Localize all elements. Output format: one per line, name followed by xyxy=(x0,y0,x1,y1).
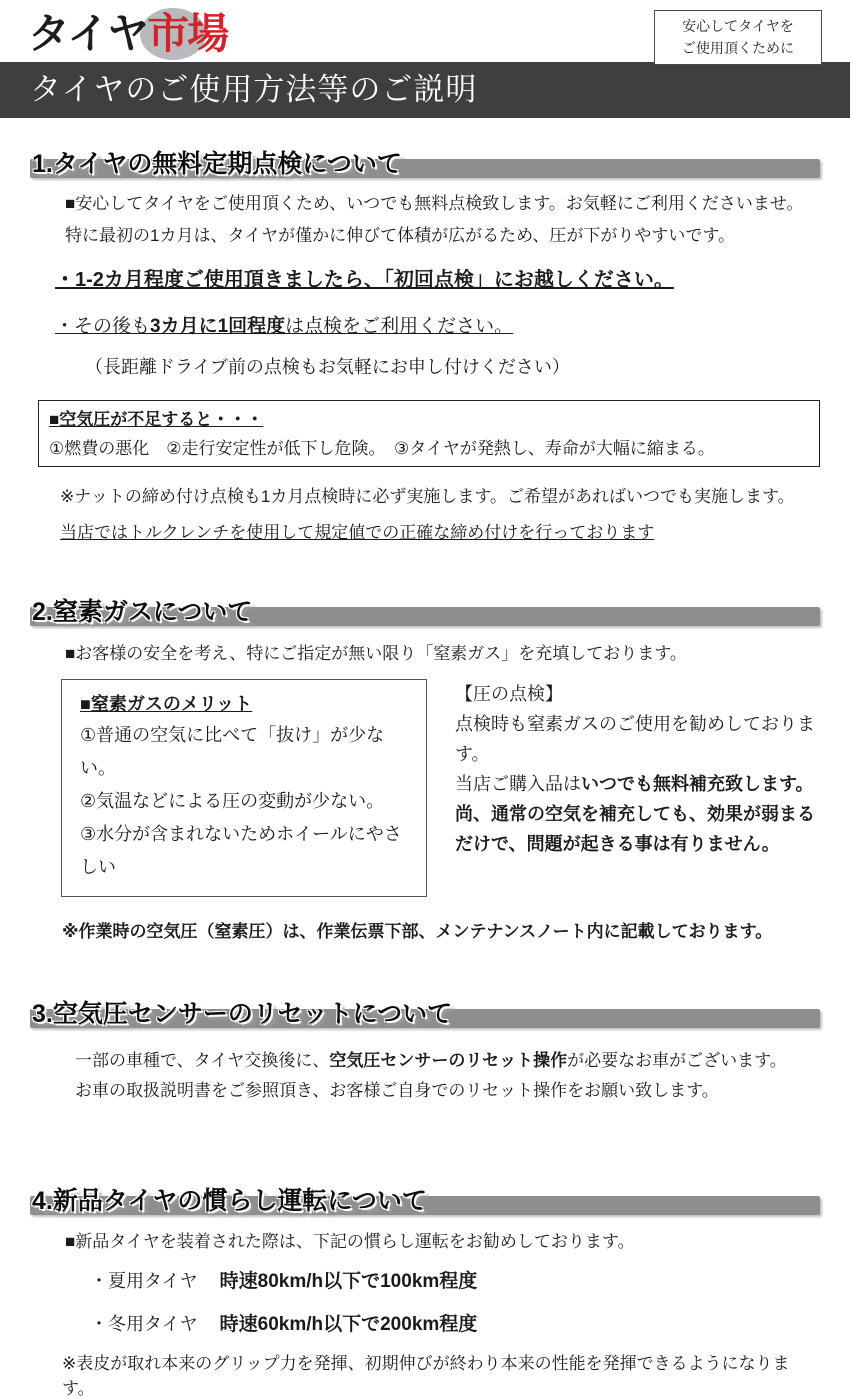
winter-tire-line xyxy=(90,1309,820,1336)
pressure-check-title: 【圧の点検】 xyxy=(455,684,563,704)
content xyxy=(0,142,850,1399)
tire-market-logo xyxy=(28,8,227,60)
pressure-check-line2 xyxy=(455,769,820,799)
section4-heading-text: 4.新品タイヤの慣らし運転について xyxy=(32,1187,427,1215)
p1-post: が必要なお車がございます。 xyxy=(567,1051,787,1070)
section3-paragraph1 xyxy=(75,1046,820,1076)
section2-columns xyxy=(61,679,820,897)
section4-paragraph1: ■新品タイヤを装着された際は、下記の慣らし運転をお勧めしております。 xyxy=(65,1232,635,1251)
low-pressure-warning-box xyxy=(38,400,820,467)
warning-box-items: ①燃費の悪化 ②走行安定性が低下し危険。 ③タイヤが発熱し、寿命が大幅に縮まる。 xyxy=(49,439,715,458)
bullet2-bold: 3カ月に1回程度 xyxy=(150,316,286,337)
section1-heading-text: 1.タイヤの無料定期点検について xyxy=(32,150,402,178)
section1-paragraph1: ■安心してタイヤをご使用頂くため、いつでも無料点検致します。お気軽にご利用くださいませ。 xyxy=(65,194,804,213)
section3-heading-text: 3.空気圧センサーのリセットについて xyxy=(32,1000,453,1028)
section4-heading xyxy=(30,1179,820,1217)
corner-note-line1: 安心してタイヤを xyxy=(682,18,794,34)
nitrogen-merit-box xyxy=(61,679,427,897)
section1-note2: 当店ではトルクレンチを使用して規定値での正確な締め付けを行っております xyxy=(60,523,655,542)
pressure-check-column xyxy=(455,679,820,897)
logo-text-red: 市場 xyxy=(147,10,228,57)
section1-bullet2 xyxy=(55,311,820,338)
section2-note: ※作業時の空気圧（窒素圧）は、作業伝票下部、メンテナンスノート内に記載しております。 xyxy=(62,922,773,941)
merit-item-2: ②気温などによる圧の変動が少ない。 xyxy=(80,791,385,811)
bullet2-post: は点検をご利用ください。 xyxy=(285,316,514,337)
section1-paragraph2: 特に最初の1カ月は、タイヤが僅かに伸びて体積が広がるため、圧が下がりやすいです。 xyxy=(65,226,736,245)
section2-heading-text: 2.窒素ガスについて xyxy=(32,598,253,626)
warning-box-title: ■空気圧が不足すると・・・ xyxy=(49,410,264,429)
section2-paragraph1: ■お客様の安全を考え、特にご指定が無い限り「窒素ガス」を充填しております。 xyxy=(65,644,687,663)
line2-bold: いつでも無料補充致します。 xyxy=(581,774,814,794)
page-title-banner xyxy=(0,62,850,118)
merit-item-3: ③水分が含まれないためホイールにやさしい xyxy=(80,824,402,877)
pressure-check-line1: 点検時も窒素ガスのご使用を勧めしております。 xyxy=(455,714,815,764)
bullet1-text: ・1-2カ月程度ご使用頂きましたら、「初回点検」にお越しください。 xyxy=(55,269,674,291)
pressure-check-line3: 尚、通常の空気を補充しても、効果が弱まるだけで、問題が起きる事は有りません。 xyxy=(455,804,815,854)
section1-heading xyxy=(30,142,820,180)
section1-note1: ※ナットの締め付け点検も1カ月点検時に必ず実施します。ご希望があればいつでも実施します。 xyxy=(60,487,795,506)
winter-speed-bold: 時速60km/h以下で200km程度 xyxy=(219,1314,478,1335)
section4-note: ※表皮が取れ本来のグリップ力を発揮、初期伸びが終わり本来の性能を発揮できるようになります。 xyxy=(62,1354,790,1398)
bullet2-pre: ・その後も xyxy=(55,316,151,337)
section1-paren-note: （長距離ドライブ前の点検もお気軽にお申し付けください） xyxy=(85,357,570,377)
p1-pre: 一部の車種で、タイヤ交換後に、 xyxy=(75,1051,330,1070)
line2-pre: 当店ご購入品は xyxy=(455,774,581,794)
section2-heading xyxy=(30,590,820,628)
summer-label: ・夏用タイヤ xyxy=(90,1271,198,1291)
corner-note-line2: ご使用頂くために xyxy=(682,39,794,56)
logo-text-black: タイヤ xyxy=(28,10,148,57)
corner-note-box xyxy=(654,10,822,65)
section1-bullet1 xyxy=(55,263,820,292)
merit-item-1: ①普通の空気に比べて「抜け」が少ない。 xyxy=(80,725,385,778)
summer-speed-bold: 時速80km/h以下で100km程度 xyxy=(219,1271,478,1292)
section3-heading xyxy=(30,992,820,1030)
summer-tire-line xyxy=(90,1266,820,1293)
header xyxy=(0,0,850,62)
merit-box-title: ■窒素ガスのメリット xyxy=(80,694,253,714)
winter-label: ・冬用タイヤ xyxy=(90,1314,198,1334)
page-title: タイヤのご使用方法等のご説明 xyxy=(30,72,478,107)
p1-bold: 空気圧センサーのリセット操作 xyxy=(329,1051,568,1070)
section3-paragraph2: お車の取扱説明書をご参照頂き、お客様ご自身でのリセット操作をお願い致します。 xyxy=(75,1081,719,1100)
